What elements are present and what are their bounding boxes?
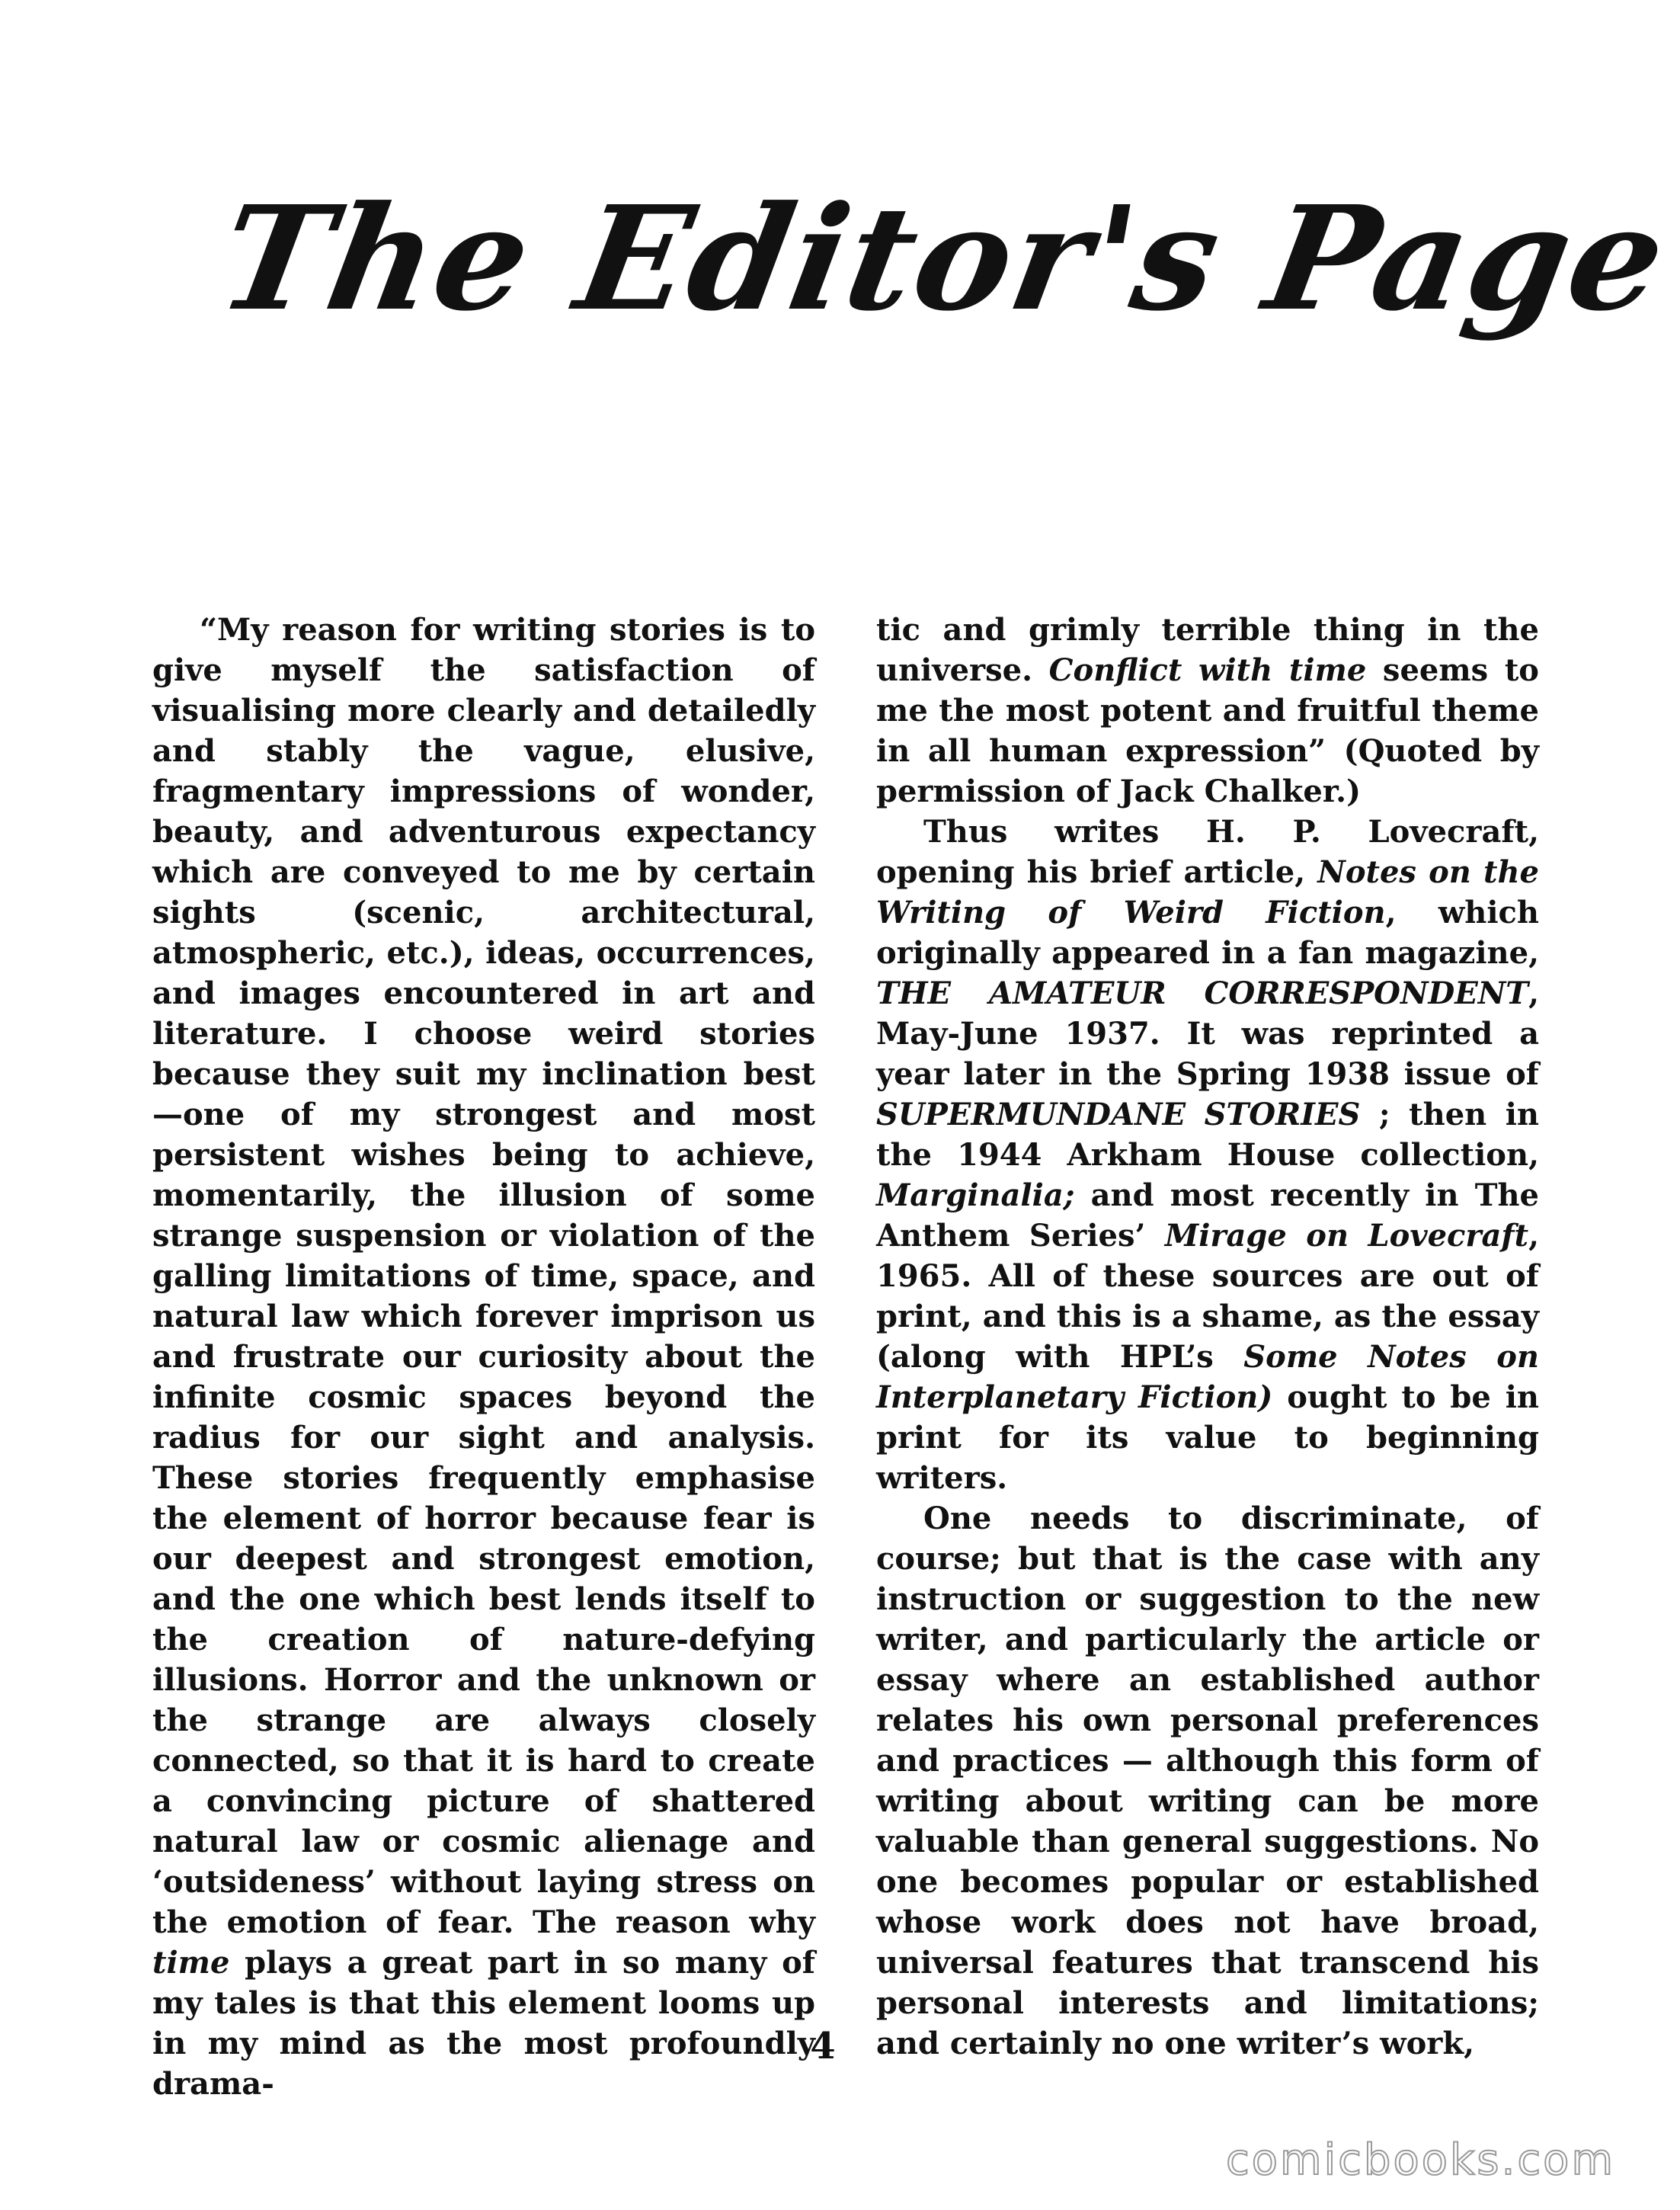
text-segment: and most recently in The Anthem Series’ [876, 1177, 1539, 1254]
title-amateur-correspondent: THE AMATEUR CORRESPONDENT [876, 975, 1529, 1011]
title-notes-on-writing: Notes on the Writing of Weird Fiction [876, 854, 1539, 930]
text-segment: Thus writes H. P. Lovecraft, opening his brief article, [876, 814, 1539, 890]
text-segment: , 1965. All of these sources are out of print, and this is a shame, as the essay (along with HPL’s [876, 1218, 1539, 1375]
emphasis-conflict-with-time: Conflict with time [1048, 652, 1367, 688]
emphasis-time: time [152, 1945, 230, 1981]
page-number: 4 [810, 2025, 836, 2067]
quote-continuation [876, 610, 1539, 812]
quote-text-end: plays a great part in so many of my tales is that this element looms up in my mind as the most profoundly drama- [152, 1945, 815, 2102]
text-segment: ought to be in print for its value to beginning writers. [876, 1379, 1539, 1496]
column-right [876, 610, 1539, 2061]
page-title: The Editor's Page [207, 175, 1678, 343]
paragraph-discriminate: One needs to discriminate, of course; but that is the case with any instruction or suggestion to the new writer, and particularly the article or essay where an established author relates his own personal preferences and practices — although this form of writing about writing can be more valuable than general suggestions. No one becomes popular or established whose work does not have broad, universal features that transcend his personal interests and limitations; and certainly no one writer’s work, [876, 1501, 1539, 2061]
quote-cont-end: seems to me the most potent and fruitful theme in all human expression” (Quoted by permission of Jack Chalker.) [876, 652, 1539, 809]
title-supermundane-stories: SUPERMUNDANE STORIES [876, 1097, 1361, 1132]
title-mirage-on-lovecraft: Mirage on Lovecraft [1164, 1218, 1529, 1254]
watermark-logo: comicbooks.com [1225, 2135, 1615, 2185]
text-segment: , which originally appeared in a fan magazine, [876, 895, 1539, 971]
title-marginalia: Marginalia; [876, 1177, 1075, 1213]
column-left [152, 610, 815, 2102]
quote-text: “My reason for writing stories is to give myself the satisfaction of visualising more clearly and detailedly and stably the vague, elusive, fragmentary impressions of wonder, beauty, and adventurous expectancy which are conveyed to me by certain sights (scenic, architectural, atmospheric, etc.), ideas, occurrences, and images encountered in art and literature. I choose weird stories because they suit my inclination best—one of my strongest and most persistent wishes being to achieve, momentarily, the illusion of some strange suspension or violation of the galling limitations of time, space, and natural law which forever imprison us and frustrate our curiosity about the infinite cosmic spaces beyond the radius for our sight and analysis. These stories frequently emphasise the element of horror because fear is our deepest and strongest emotion, and the one which best lends itself to the creation of nature-defying illusions. Horror and the unknown or the strange are always closely connected, so that it is hard to create a convincing picture of shattered natural law or cosmic alienage and ‘outsideness’ without laying stress on the emotion of fear. The reason why [152, 612, 815, 1940]
text-segment: , May-June 1937. It was reprinted a year later in the Spring 1938 issue of [876, 975, 1539, 1092]
quote-cont-text: tic and grimly terrible thing in the universe. [876, 612, 1539, 688]
quote-paragraph [152, 610, 815, 2104]
paragraph-lovecraft [876, 812, 1539, 1498]
text-segment: ; then in the 1944 Arkham House collection, [876, 1097, 1539, 1173]
title-interplanetary-fiction: Some Notes on Interplanetary Fiction) [876, 1339, 1539, 1415]
article-body [152, 610, 1539, 2102]
